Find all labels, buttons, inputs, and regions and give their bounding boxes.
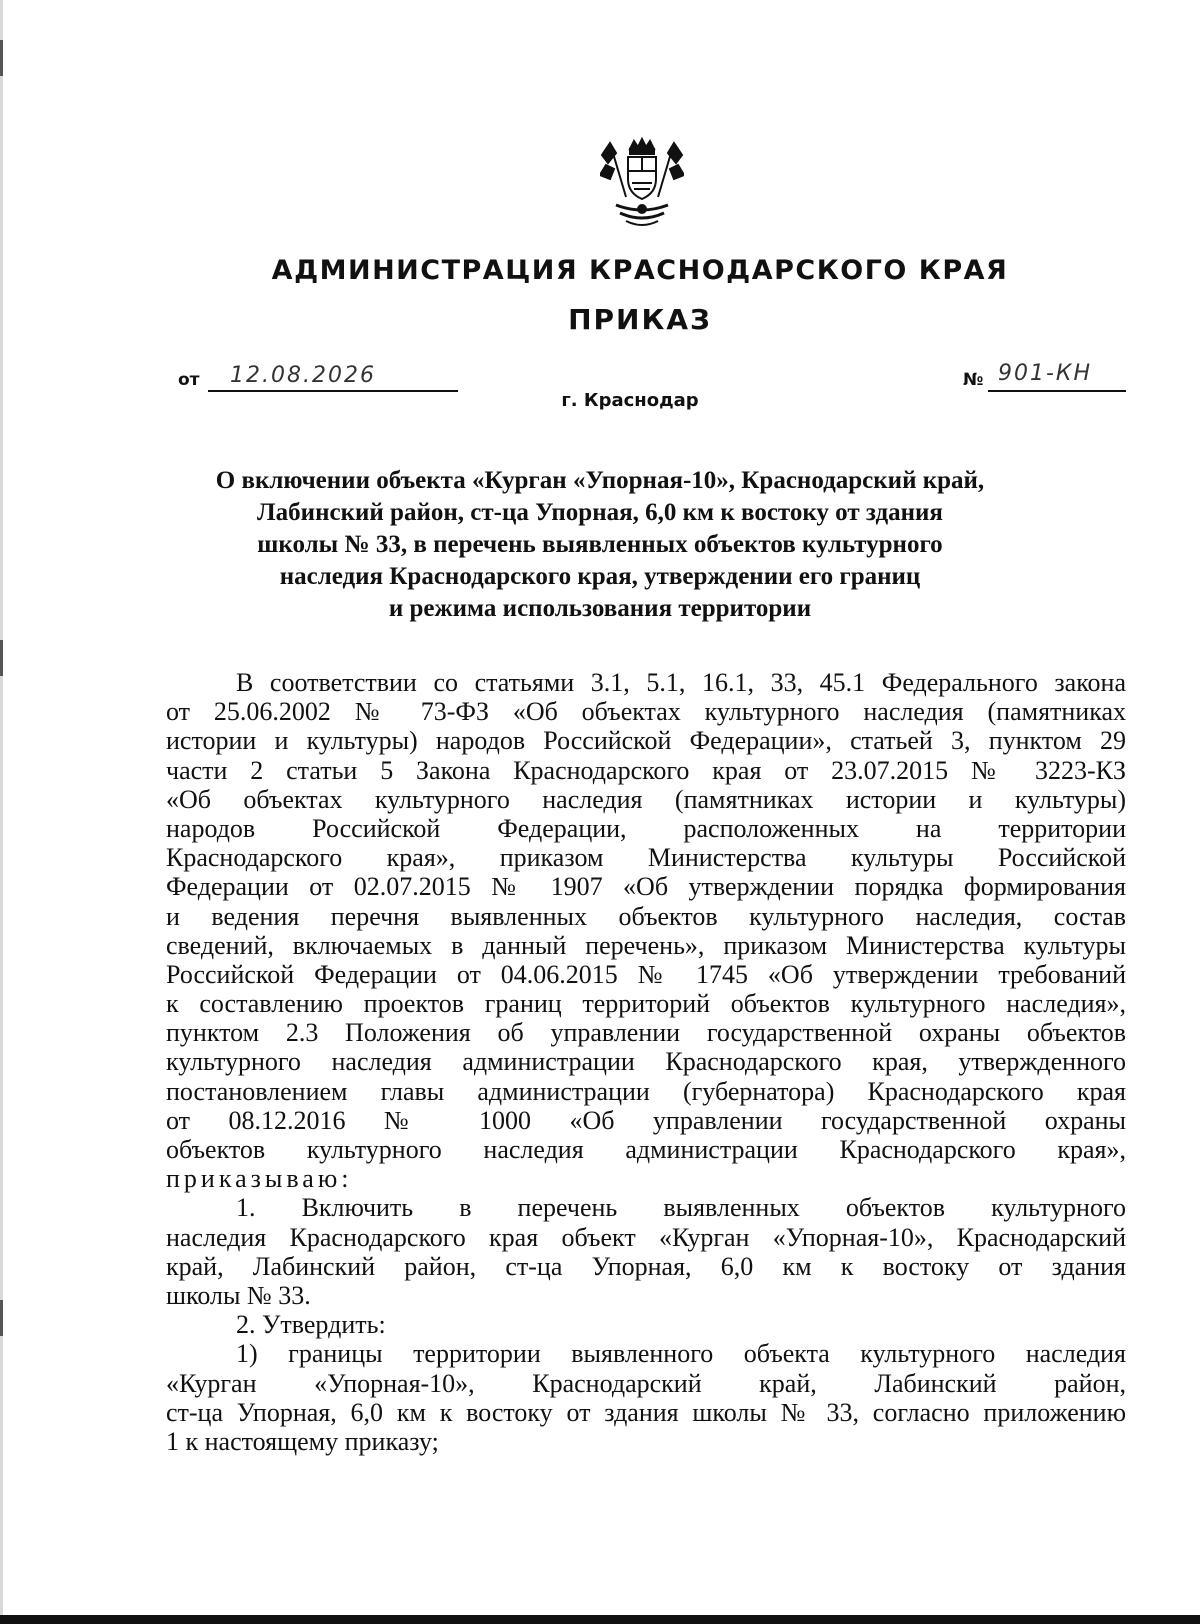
subject-line: школы № 33, в перечень выявленных объектов культурного: [257, 531, 943, 558]
body-line: и ведения перечня выявленных объектов культурного наследия, состав: [166, 901, 1126, 931]
date-label: от: [178, 370, 200, 390]
body-line: «Курган «Упорная-10», Краснодарский край, Лабинский район,: [166, 1368, 1126, 1398]
document-type-title: ПРИКАЗ: [568, 303, 712, 336]
body-line: 1. Включить в перечень выявленных объектов культурного: [236, 1193, 1126, 1223]
body-line: ст-ца Упорная, 6,0 км к востоку от здания школы № 33, согласно приложению: [166, 1397, 1126, 1427]
number-underline: [988, 390, 1126, 392]
body-line: постановлением главы администрации (губернатора) Краснодарского края: [166, 1076, 1126, 1106]
body-line: В соответствии со статьями 3.1, 5.1, 16.1, 33, 45.1 Федерального закона: [236, 668, 1126, 697]
krasnodar-coat-of-arms-icon: [600, 135, 684, 235]
body-line: от 25.06.2002 № 73-ФЗ «Об объектах культурного наследия (памятниках: [166, 697, 1126, 727]
body-line: объектов культурного наследия администрации Краснодарского края»,: [166, 1135, 1126, 1164]
body-line: народов Российской Федерации, расположенных на территории: [166, 813, 1126, 843]
scan-mark: [0, 1300, 3, 1336]
body-line: приказываю:: [166, 1164, 353, 1194]
body-line: сведений, включаемых в данный перечень», приказом Министерства культуры: [166, 930, 1126, 960]
subject-line: Лабинский район, ст-ца Упорная, 6,0 км к востоку от здания: [257, 499, 943, 526]
body-line: 1 к настоящему приказу;: [166, 1426, 439, 1456]
city-label: г. Краснодар: [561, 390, 699, 411]
document-subject: [180, 465, 1020, 625]
handwritten-date: 12.08.2026: [230, 363, 376, 388]
subject-line: О включении объекта «Курган «Упорная-10», Краснодарский край,: [215, 467, 985, 494]
body-line: пунктом 2.3 Положения об управлении государственной охраны объектов: [166, 1018, 1126, 1048]
body-line: 1) границы территории выявленного объекта культурного наследия: [236, 1339, 1126, 1369]
body-line: культурного наследия администрации Краснодарского края, утвержденного: [166, 1047, 1126, 1077]
subject-line: и режима использования территории: [388, 595, 812, 622]
body-line: «Об объектах культурного наследия (памятниках истории и культуры): [166, 784, 1126, 814]
handwritten-number: 901-КН: [998, 361, 1093, 386]
body-line: 2. Утвердить:: [236, 1310, 386, 1340]
body-line: Российской Федерации от 04.06.2015 № 1745 «Об утверждении требований: [166, 959, 1126, 989]
scan-edge: [0, 0, 3, 1624]
number-label: №: [963, 370, 984, 390]
subject-line: наследия Краснодарского края, утверждении его границ: [279, 563, 921, 590]
body-line: части 2 статьи 5 Закона Краснодарского края от 23.07.2015 № 3223-КЗ: [166, 755, 1126, 785]
scan-bottom-edge: [0, 1615, 1200, 1624]
body-line: от 08.12.2016 № 1000 «Об управлении государственной охраны: [166, 1105, 1126, 1135]
body-line: Федерации от 02.07.2015 № 1907 «Об утверждении порядка формирования: [166, 872, 1126, 902]
body-line: школы № 33.: [166, 1280, 311, 1310]
body-line: наследия Краснодарского края объект «Курган «Упорная-10», Краснодарский: [166, 1222, 1126, 1252]
scan-mark: [0, 640, 3, 676]
organization-title: АДМИНИСТРАЦИЯ КРАСНОДАРСКОГО КРАЯ: [271, 255, 1009, 286]
body-line: край, Лабинский район, ст-ца Упорная, 6,0 км к востоку от здания: [166, 1251, 1126, 1281]
body-line: к составлению проектов границ территорий объектов культурного наследия»,: [166, 989, 1126, 1019]
scan-mark: [0, 40, 3, 76]
document-body: [166, 668, 1126, 1456]
body-line: истории и культуры) народов Российской Федерации», статьей 3, пунктом 29: [166, 726, 1126, 756]
body-line: Краснодарского края», приказом Министерства культуры Российской: [166, 843, 1126, 873]
